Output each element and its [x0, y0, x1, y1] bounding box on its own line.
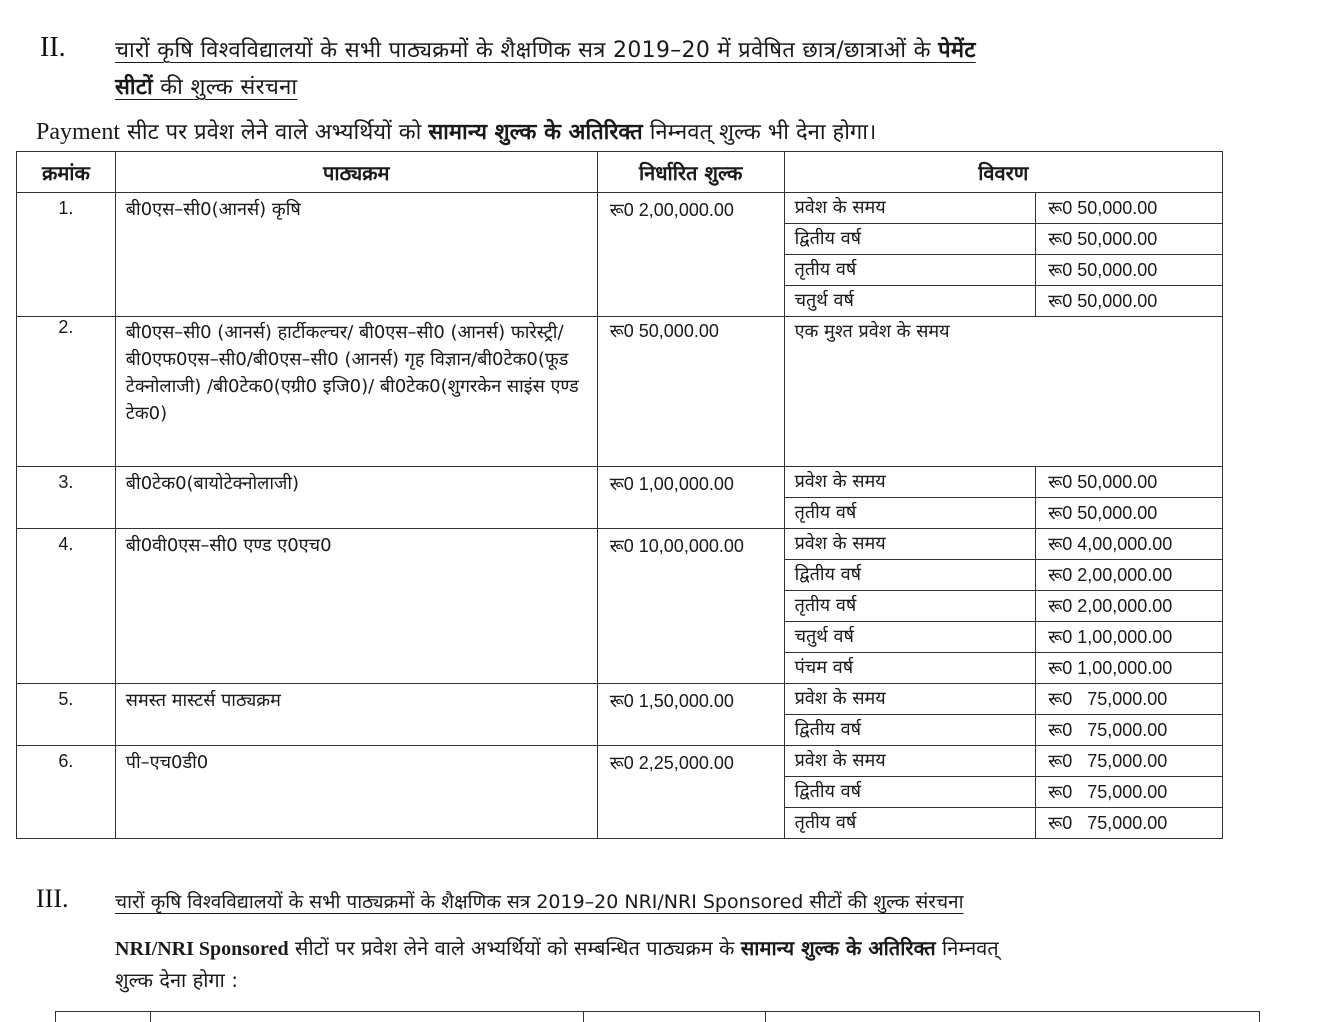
breakdown-amount: रू0 2,00,000.00 — [1036, 560, 1223, 591]
breakdown-amount: रू0 50,000.00 — [1036, 193, 1223, 224]
row-fee: रू0 1,00,000.00 — [597, 467, 784, 529]
row-course: बी0एस–सी0 (आनर्स) हार्टीकल्चर/ बी0एस–सी0 (आनर्स) फारेस्ट्री/ बी0एफ0एस–सी0/बी0एस–सी0 (आनर्स) गृह विज्ञान/बी0टेक0(फूड टेक्नोलाजी) /बी0टेक0(एग्री0 इजि0)/ बी0टेक0(शुगरकेन साइंस एण्ड टेक0) — [115, 317, 597, 467]
table-header-row — [17, 152, 1223, 193]
heading-text: चारों कृषि विश्वविद्यालयों के सभी पाठ्यक्रमों के शैक्षणिक सत्र 2019–20 में प्रवेषित छात्र/छात्राओं के — [115, 38, 939, 63]
breakdown-amount: रू0 50,000.00 — [1036, 467, 1223, 498]
breakdown-amount: रू0 1,00,000.00 — [1036, 653, 1223, 684]
payment-seat-fee-table — [16, 151, 1223, 839]
breakdown-amount: रू0 1,00,000.00 — [1036, 622, 1223, 653]
heading-bold-seats: सीटों — [115, 75, 153, 100]
header-details: विवरण — [784, 152, 1222, 193]
row-fee: रू0 2,00,000.00 — [597, 193, 784, 317]
row-fee: रू0 2,25,000.00 — [597, 746, 784, 839]
breakdown-label: तृतीय वर्ष — [784, 591, 1036, 622]
breakdown-label: द्वितीय वर्ष — [784, 224, 1036, 255]
section-3-intro — [115, 934, 999, 961]
row-course: बी0टेक0(बायोटेक्नोलाजी) — [115, 467, 597, 529]
header-course: पाठ्यक्रम — [115, 152, 597, 193]
table-row — [17, 317, 1223, 467]
row-course: बी0वी0एस–सी0 एण्ड ए0एच0 — [115, 529, 597, 684]
heading-text-end: की शुल्क संरचना — [152, 75, 298, 100]
breakdown-label: पंचम वर्ष — [784, 653, 1036, 684]
breakdown-label: द्वितीय वर्ष — [784, 560, 1036, 591]
row-fee: रू0 10,00,000.00 — [597, 529, 784, 684]
breakdown-amount: रू0 75,000.00 — [1036, 808, 1223, 839]
breakdown-amount: रू0 4,00,000.00 — [1036, 529, 1223, 560]
intro-text-end: निम्नवत् — [935, 936, 999, 960]
header-serial: क्रमांक — [17, 152, 116, 193]
table-row — [17, 467, 1223, 498]
breakdown-label: चतुर्थ वर्ष — [784, 286, 1036, 317]
breakdown-label: द्वितीय वर्ष — [784, 715, 1036, 746]
section-number-3: III. — [36, 884, 69, 913]
row-serial: 2. — [17, 317, 116, 467]
row-course: पी–एच0डी0 — [115, 746, 597, 839]
intro-text: सीट पर प्रवेश लेने वाले अभ्यर्थियों को — [120, 120, 429, 145]
breakdown-label: तृतीय वर्ष — [784, 255, 1036, 286]
intro-bold: सामान्य शुल्क के अतिरिक्त — [428, 120, 643, 145]
heading-bold-payment: पेमेंट — [938, 38, 976, 63]
intro-text: सीटों पर प्रवेश लेने वाले अभ्यर्थियों को सम्बन्धित पाठ्यक्रम के — [288, 936, 741, 960]
row-serial: 5. — [17, 684, 116, 746]
lump-sum-note: एक मुश्त प्रवेश के समय — [784, 317, 1222, 467]
table-row — [17, 746, 1223, 777]
breakdown-amount: रू0 75,000.00 — [1036, 684, 1223, 715]
table-row — [17, 529, 1223, 560]
header-fee: निर्धारित शुल्क — [597, 152, 784, 193]
intro-text-end: निम्नवत् शुल्क भी देना होगा। — [642, 120, 877, 145]
breakdown-label: प्रवेश के समय — [784, 684, 1036, 715]
row-serial: 4. — [17, 529, 116, 684]
breakdown-amount: रू0 50,000.00 — [1036, 286, 1223, 317]
row-serial: 1. — [17, 193, 116, 317]
section-3-heading: चारों कृषि विश्वविद्यालयों के सभी पाठ्यक्रमों के शैक्षणिक सत्र 2019–20 NRI/NRI Sponsored सीटों की शुल्क संरचना — [115, 891, 964, 913]
breakdown-label: प्रवेश के समय — [784, 529, 1036, 560]
section-3-intro-line2: शुल्क देना होगा : — [115, 968, 238, 992]
section-number-2: II. — [40, 32, 66, 63]
intro-nri-bold: NRI/NRI Sponsored — [115, 938, 289, 960]
row-serial: 3. — [17, 467, 116, 529]
section-2-intro — [36, 116, 876, 146]
row-fee: रू0 50,000.00 — [597, 317, 784, 467]
breakdown-amount: रू0 2,00,000.00 — [1036, 591, 1223, 622]
intro-payment-word: Payment — [36, 119, 120, 145]
intro-bold: सामान्य शुल्क के अतिरिक्त — [740, 936, 936, 960]
row-fee: रू0 1,50,000.00 — [597, 684, 784, 746]
section-2-heading — [115, 32, 1285, 106]
breakdown-amount: रू0 75,000.00 — [1036, 746, 1223, 777]
breakdown-label: प्रवेश के समय — [784, 467, 1036, 498]
breakdown-label: द्वितीय वर्ष — [784, 777, 1036, 808]
nri-fee-table-partial — [55, 1011, 1260, 1022]
breakdown-amount: रू0 75,000.00 — [1036, 777, 1223, 808]
breakdown-label: तृतीय वर्ष — [784, 498, 1036, 529]
table-row — [17, 193, 1223, 224]
breakdown-amount: रू0 75,000.00 — [1036, 715, 1223, 746]
table-row — [17, 684, 1223, 715]
breakdown-label: चतुर्थ वर्ष — [784, 622, 1036, 653]
breakdown-amount: रू0 50,000.00 — [1036, 498, 1223, 529]
row-course: बी0एस–सी0(आनर्स) कृषि — [115, 193, 597, 317]
breakdown-label: प्रवेश के समय — [784, 193, 1036, 224]
breakdown-label: प्रवेश के समय — [784, 746, 1036, 777]
breakdown-label: तृतीय वर्ष — [784, 808, 1036, 839]
breakdown-amount: रू0 50,000.00 — [1036, 224, 1223, 255]
breakdown-amount: रू0 50,000.00 — [1036, 255, 1223, 286]
row-serial: 6. — [17, 746, 116, 839]
row-course: समस्त मास्टर्स पाठ्यक्रम — [115, 684, 597, 746]
